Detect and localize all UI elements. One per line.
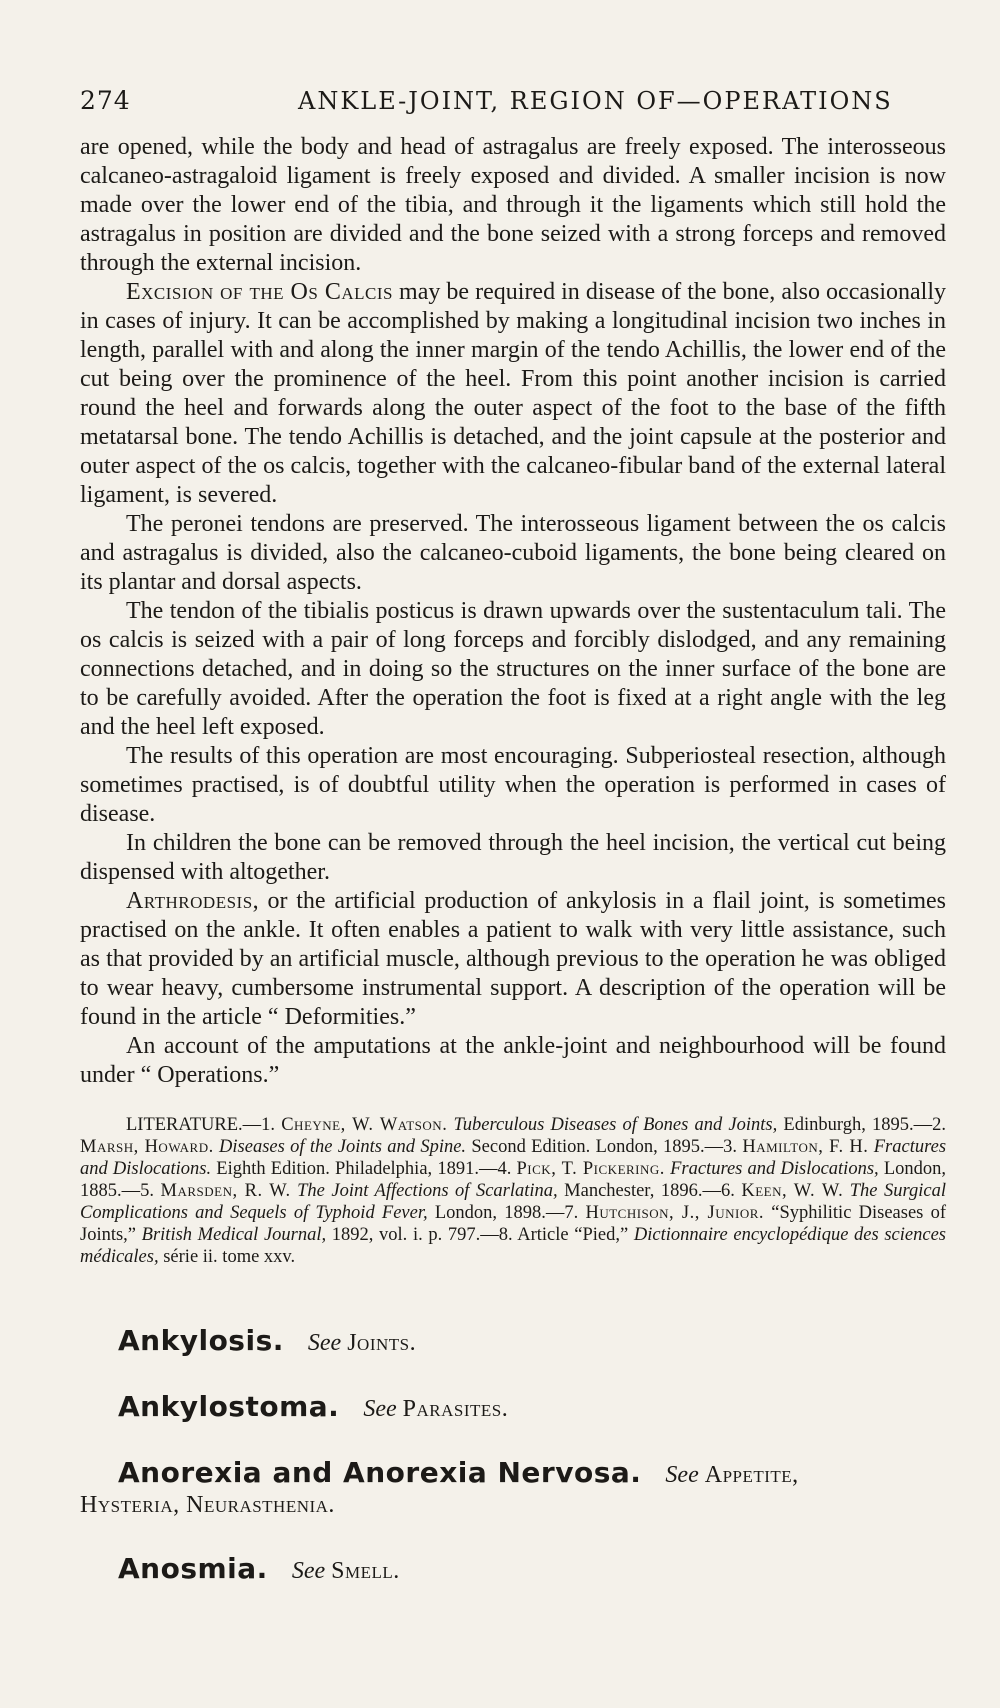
index-entry — [80, 1458, 946, 1520]
ref-author: Hamilton, F. H. — [742, 1137, 869, 1157]
see-label: See — [665, 1462, 699, 1488]
page-number: 274 — [80, 86, 131, 115]
ref-author: Cheyne, W. Watson. — [281, 1115, 448, 1135]
index-entry — [80, 1326, 946, 1358]
entry-heading: Ankylostoma. — [118, 1390, 340, 1423]
index-entries — [80, 1326, 946, 1586]
cross-reference[interactable]: Smell. — [331, 1558, 400, 1584]
cross-reference[interactable]: Joints. — [347, 1330, 417, 1356]
page-header — [80, 86, 946, 115]
paragraph: In children the bone can be removed through the heel incision, the vertical cut being dispensed with altogether. — [80, 830, 946, 885]
entry-heading: Anosmia. — [118, 1552, 268, 1585]
section-lead: Excision of the Os Calcis — [126, 279, 393, 305]
ref-author: Marsden, R. W. — [160, 1181, 291, 1201]
see-label: See — [363, 1396, 397, 1422]
paragraph — [80, 887, 946, 1032]
see-label: See — [291, 1558, 326, 1584]
index-entry — [80, 1554, 946, 1586]
ref-text: Eighth Edition. Philadelphia, 1891.—4. — [211, 1159, 517, 1179]
ref-title: Tuberculous Diseases of Bones and Joints, — [453, 1115, 778, 1135]
paragraph: The peronei tendons are preserved. The interosseous ligament between the os calcis and astragalus is divided, also the calcaneo-cuboid ligaments, the bone being cleared on its plantar and dorsal aspects. — [80, 511, 946, 595]
paragraph-text: may be required in disease of the bone, also occasionally in cases of injury. It can be accomplished by making a longitudinal incision two inches in length, parallel with and along the inner margin of the tendo Achillis, the lower end of the cut being over the prominence of the heel. From this point another incision is carried round the heel and forwards along the outer aspect of the foot to the base of the fifth metatarsal bone. The tendo Achillis is detached, and the joint capsule at the posterior and outer aspect of the os calcis, together with the calcaneo-fibular band of the external lateral ligament, is severed. — [80, 279, 946, 508]
ref-title: Diseases of the Joints and Spine. — [219, 1137, 467, 1157]
ref-title: The Joint Affections of Scarlatina, — [297, 1181, 558, 1201]
ref-text: série ii. tome xxv. — [158, 1247, 296, 1267]
ref-text: Edinburgh, 1895.—2. — [777, 1115, 947, 1135]
section-lead: Arthrodesis — [126, 888, 253, 914]
entry-heading: Ankylosis. — [118, 1324, 284, 1357]
literature-references — [80, 1114, 946, 1268]
ref-author: Marsh, Howard. — [80, 1137, 214, 1157]
entry-heading: Anorexia and Anorexia Nervosa. — [118, 1456, 642, 1489]
paragraph: An account of the amputations at the ankle-joint and neighbourhood will be found under “ Operations.” — [80, 1033, 946, 1088]
paragraph: The results of this operation are most encouraging. Subperiosteal resection, although sometimes practised, is of doubtful utility when the operation is performed in cases of disease. — [80, 743, 946, 827]
ref-title: Fractures and Dislocations, — [670, 1159, 879, 1179]
ref-text: London, 1885.—5. — [80, 1159, 947, 1201]
ref-author: Pick, T. Pickering. — [516, 1159, 665, 1179]
cross-reference[interactable]: Appetite, — [704, 1462, 799, 1488]
ref-author: Keen, W. W. — [741, 1181, 844, 1201]
ref-title: British Medical Journal, — [141, 1225, 327, 1245]
ref-title: Dictionnaire encyclopédique des sciences médicales, — [80, 1225, 946, 1267]
ref-title: Fractures and Dislocations. — [80, 1137, 947, 1179]
ref-text: “Syphilitic Diseases of Joints,” — [80, 1203, 946, 1245]
running-head: ANKLE-JOINT, REGION OF—OPERATIONS — [298, 87, 893, 115]
paragraph — [80, 278, 946, 510]
see-label: See — [307, 1330, 342, 1356]
ref-text: London, 1898.—7. — [427, 1203, 586, 1223]
cross-reference[interactable]: Parasites. — [402, 1396, 509, 1422]
ref-title: The Surgical Complications and Sequels of Typhoid Fever, — [80, 1181, 947, 1223]
ref-text: Second Edition. London, 1895.—3. — [466, 1137, 743, 1157]
literature-label: LITERATURE.—1. — [126, 1115, 282, 1135]
article-body — [80, 133, 946, 1090]
paragraph-text: , or the artificial production of ankylosis in a flail joint, is sometimes practised on the ankle. It often enables a patient to walk with very little assistance, such as that provided by an artificial muscle, although previous to the operation he was obliged to wear heavy, cumbersome instrumental support. A description of the operation will be found in the article “ Deformities.” — [80, 888, 946, 1030]
index-entry — [80, 1392, 946, 1424]
ref-text: Manchester, 1896.—6. — [557, 1181, 742, 1201]
paragraph: are opened, while the body and head of astragalus are freely exposed. The interosseous calcaneo-astragaloid ligament is freely exposed and divided. A smaller incision is now made over the lower end of the tibia, and through it the ligaments which still hold the astragalus in position are divided and the bone seized with a strong forceps and removed through the external incision. — [80, 134, 946, 276]
ref-text: 1892, vol. i. p. 797.—8. Article “Pied,” — [326, 1225, 634, 1245]
ref-author: Hutchison, J., Junior. — [585, 1203, 765, 1223]
cross-reference[interactable]: Hysteria, Neurasthenia. — [80, 1492, 335, 1518]
paragraph: The tendon of the tibialis posticus is drawn upwards over the sustentaculum tali. The os calcis is seized with a pair of long forceps and forcibly dislodged, and any remaining connections detached, and in doing so the structures on the inner surface of the bone are to be carefully avoided. After the operation the foot is fixed at a right angle with the leg and the heel left exposed. — [80, 598, 946, 740]
